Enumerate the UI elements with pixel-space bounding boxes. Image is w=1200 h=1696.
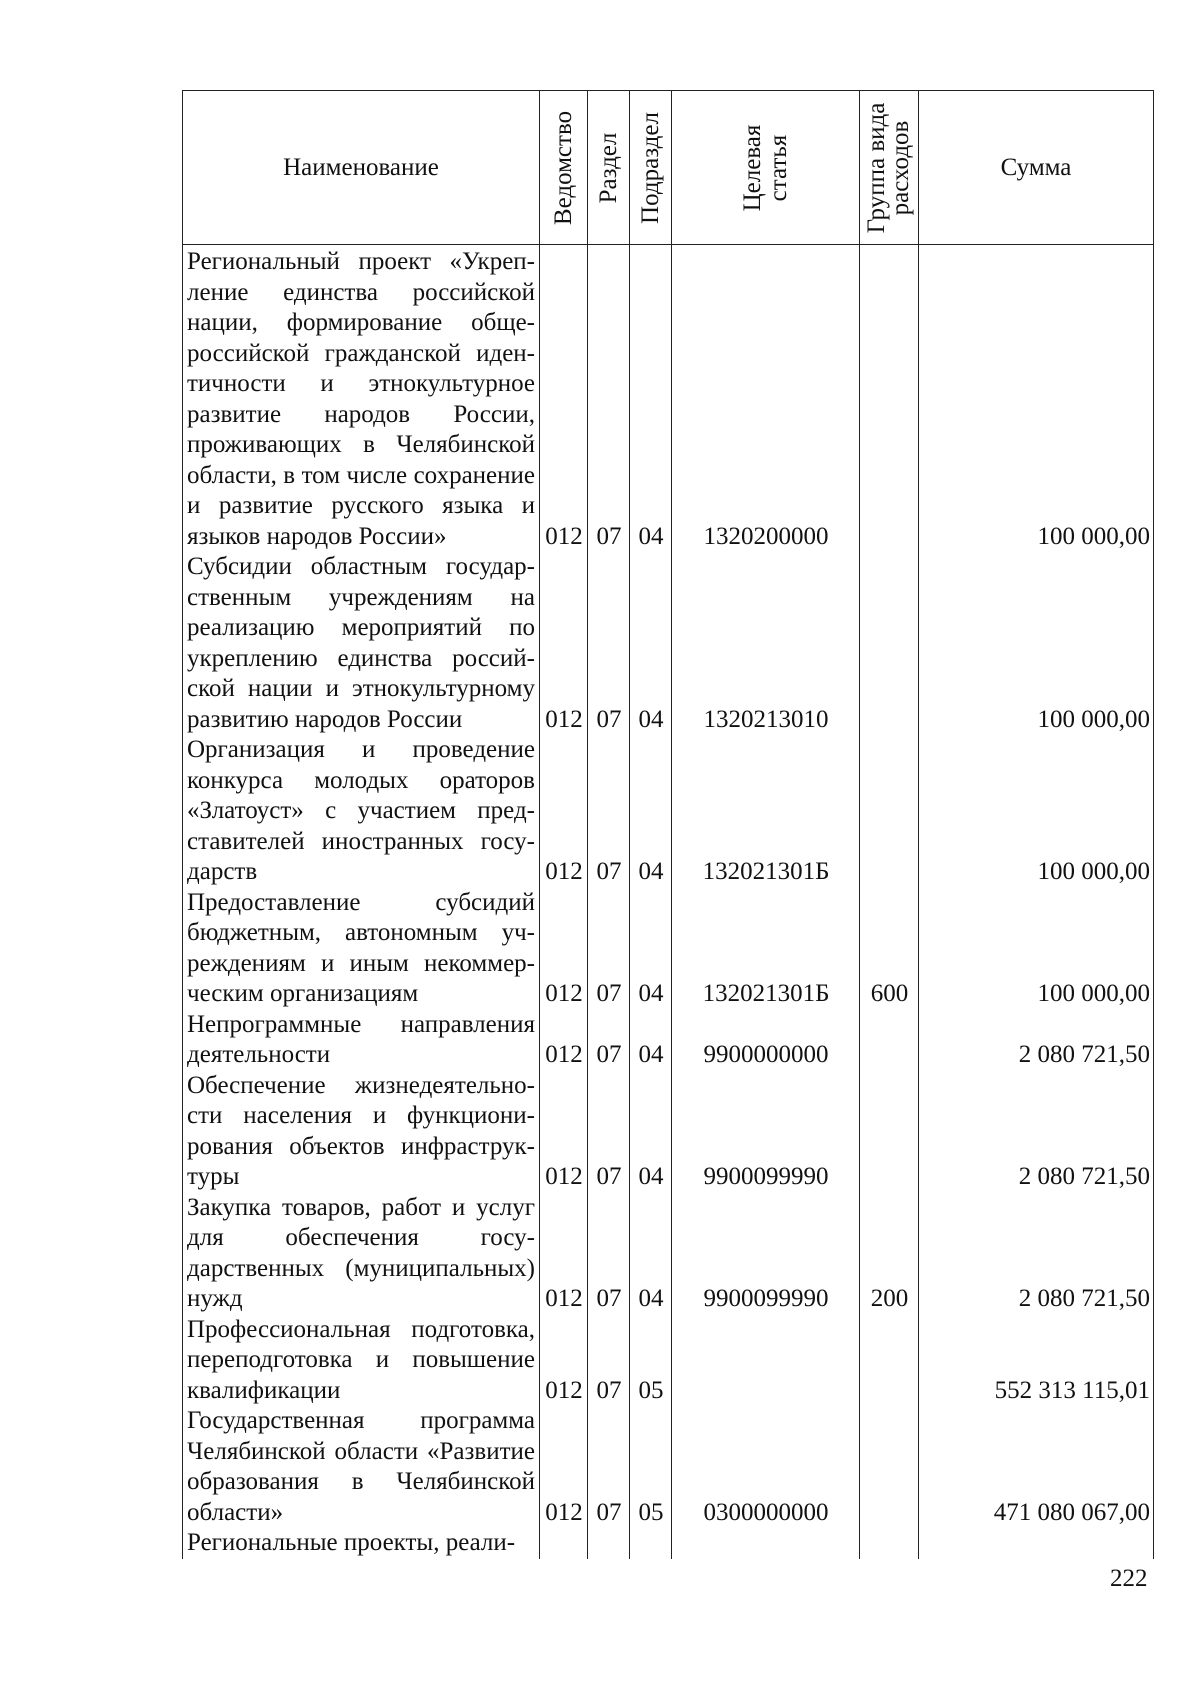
row-celevaya-cell: 9900099990 bbox=[672, 1071, 860, 1193]
row-podrazdel-cell: 04 bbox=[630, 888, 672, 1010]
row-razdel-cell: 07 bbox=[588, 1315, 630, 1407]
row-celevaya-cell: 9900099990 bbox=[672, 1193, 860, 1315]
table-header-row bbox=[183, 91, 1154, 245]
table-row bbox=[183, 735, 1154, 888]
row-ved-cell: 012 bbox=[540, 1315, 588, 1407]
row-podrazdel-cell: 04 bbox=[630, 245, 672, 553]
row-celevaya-cell: 1320213010 bbox=[672, 552, 860, 735]
row-celevaya-cell: 132021301Б bbox=[672, 888, 860, 1010]
row-ved-cell: 012 bbox=[540, 735, 588, 888]
header-ved: Ведомство bbox=[540, 91, 588, 245]
row-gruppa-cell: 200 bbox=[860, 1193, 919, 1315]
row-name-cell: Непрограммные направления деятельности bbox=[183, 1010, 540, 1071]
row-ved-cell: 012 bbox=[540, 1071, 588, 1193]
row-gruppa-cell: 600 bbox=[860, 888, 919, 1010]
table-row bbox=[183, 1071, 1154, 1193]
row-sum-cell bbox=[919, 1528, 1154, 1559]
table-row bbox=[183, 1406, 1154, 1528]
row-podrazdel-cell: 04 bbox=[630, 1071, 672, 1193]
row-gruppa-cell bbox=[860, 735, 919, 888]
row-ved-cell bbox=[540, 1528, 588, 1559]
row-sum-cell: 100 000,00 bbox=[919, 888, 1154, 1010]
row-ved-cell: 012 bbox=[540, 1406, 588, 1528]
header-summa: Сумма bbox=[919, 91, 1154, 245]
table-row bbox=[183, 1193, 1154, 1315]
row-name-cell: Закупка товаров, работ и услуг для обеспечения государственных (муниципальных) нужд bbox=[183, 1193, 540, 1315]
table-row bbox=[183, 245, 1154, 553]
row-name-cell: Региональный проект «Укрепление единства российской нации, формирование общероссийской гражданской идентичности и этнокультурное развитие народов России, проживающих в Челябинской области, в том числе сохранение и развитие русского языка и языков народов России» bbox=[183, 245, 540, 553]
row-sum-cell: 471 080 067,00 bbox=[919, 1406, 1154, 1528]
row-razdel-cell bbox=[588, 1528, 630, 1559]
row-razdel-cell: 07 bbox=[588, 552, 630, 735]
table-row bbox=[183, 1010, 1154, 1071]
budget-table bbox=[182, 90, 1154, 1559]
row-razdel-cell: 07 bbox=[588, 888, 630, 1010]
row-name-cell: Субсидии областным государственным учреждениям на реализацию мероприятий по укреплению единства российской нации и этнокультурному развитию народов России bbox=[183, 552, 540, 735]
row-ved-cell: 012 bbox=[540, 552, 588, 735]
row-ved-cell: 012 bbox=[540, 1193, 588, 1315]
row-celevaya-cell: 1320200000 bbox=[672, 245, 860, 553]
row-podrazdel-cell bbox=[630, 1528, 672, 1559]
row-sum-cell: 2 080 721,50 bbox=[919, 1193, 1154, 1315]
row-celevaya-cell: 9900000000 bbox=[672, 1010, 860, 1071]
row-sum-cell: 100 000,00 bbox=[919, 552, 1154, 735]
page-number: 222 bbox=[1110, 1565, 1148, 1592]
row-celevaya-cell bbox=[672, 1528, 860, 1559]
row-name-cell: Организация и проведение конкурса молодых ораторов «Златоуст» с участием представителей иностранных государств bbox=[183, 735, 540, 888]
header-name: Наименование bbox=[183, 91, 540, 245]
row-name-cell: Государственная программа Челябинской области «Развитие образования в Челябинской области» bbox=[183, 1406, 540, 1528]
header-celevaya: Целевая статья bbox=[672, 91, 860, 245]
table-row bbox=[183, 552, 1154, 735]
row-razdel-cell: 07 bbox=[588, 1071, 630, 1193]
row-gruppa-cell bbox=[860, 1071, 919, 1193]
row-razdel-cell: 07 bbox=[588, 1193, 630, 1315]
row-sum-cell: 100 000,00 bbox=[919, 245, 1154, 553]
row-gruppa-cell bbox=[860, 552, 919, 735]
row-podrazdel-cell: 04 bbox=[630, 552, 672, 735]
table-row bbox=[183, 888, 1154, 1010]
row-sum-cell: 552 313 115,01 bbox=[919, 1315, 1154, 1407]
row-gruppa-cell bbox=[860, 1315, 919, 1407]
header-podrazdel: Подраздел bbox=[630, 91, 672, 245]
row-celevaya-cell bbox=[672, 1315, 860, 1407]
row-razdel-cell: 07 bbox=[588, 735, 630, 888]
row-gruppa-cell bbox=[860, 1010, 919, 1071]
row-name-cell: Профессиональная подготовка, переподготовка и повышение квалификации bbox=[183, 1315, 540, 1407]
row-celevaya-cell: 132021301Б bbox=[672, 735, 860, 888]
row-sum-cell: 100 000,00 bbox=[919, 735, 1154, 888]
row-gruppa-cell bbox=[860, 1528, 919, 1559]
row-razdel-cell: 07 bbox=[588, 1010, 630, 1071]
row-razdel-cell: 07 bbox=[588, 1406, 630, 1528]
header-razdel: Раздел bbox=[588, 91, 630, 245]
row-podrazdel-cell: 04 bbox=[630, 1193, 672, 1315]
row-ved-cell: 012 bbox=[540, 245, 588, 553]
row-podrazdel-cell: 04 bbox=[630, 735, 672, 888]
row-name-cell: Предоставление субсидий бюджетным, автономным учреждениям и иным некоммерческим организациям bbox=[183, 888, 540, 1010]
row-ved-cell: 012 bbox=[540, 1010, 588, 1071]
row-celevaya-cell: 0300000000 bbox=[672, 1406, 860, 1528]
row-name-cell: Обеспечение жизнедеятельности населения и функционирования объектов инфраструктуры bbox=[183, 1071, 540, 1193]
row-podrazdel-cell: 05 bbox=[630, 1406, 672, 1528]
row-razdel-cell: 07 bbox=[588, 245, 630, 553]
row-name-cell: Региональные проекты, реали- bbox=[183, 1528, 540, 1559]
row-gruppa-cell bbox=[860, 1406, 919, 1528]
row-podrazdel-cell: 05 bbox=[630, 1315, 672, 1407]
row-podrazdel-cell: 04 bbox=[630, 1010, 672, 1071]
header-gruppa: Группа вида расходов bbox=[860, 91, 919, 245]
row-gruppa-cell bbox=[860, 245, 919, 553]
row-sum-cell: 2 080 721,50 bbox=[919, 1071, 1154, 1193]
table-row bbox=[183, 1528, 1154, 1559]
row-ved-cell: 012 bbox=[540, 888, 588, 1010]
table-row bbox=[183, 1315, 1154, 1407]
row-sum-cell: 2 080 721,50 bbox=[919, 1010, 1154, 1071]
